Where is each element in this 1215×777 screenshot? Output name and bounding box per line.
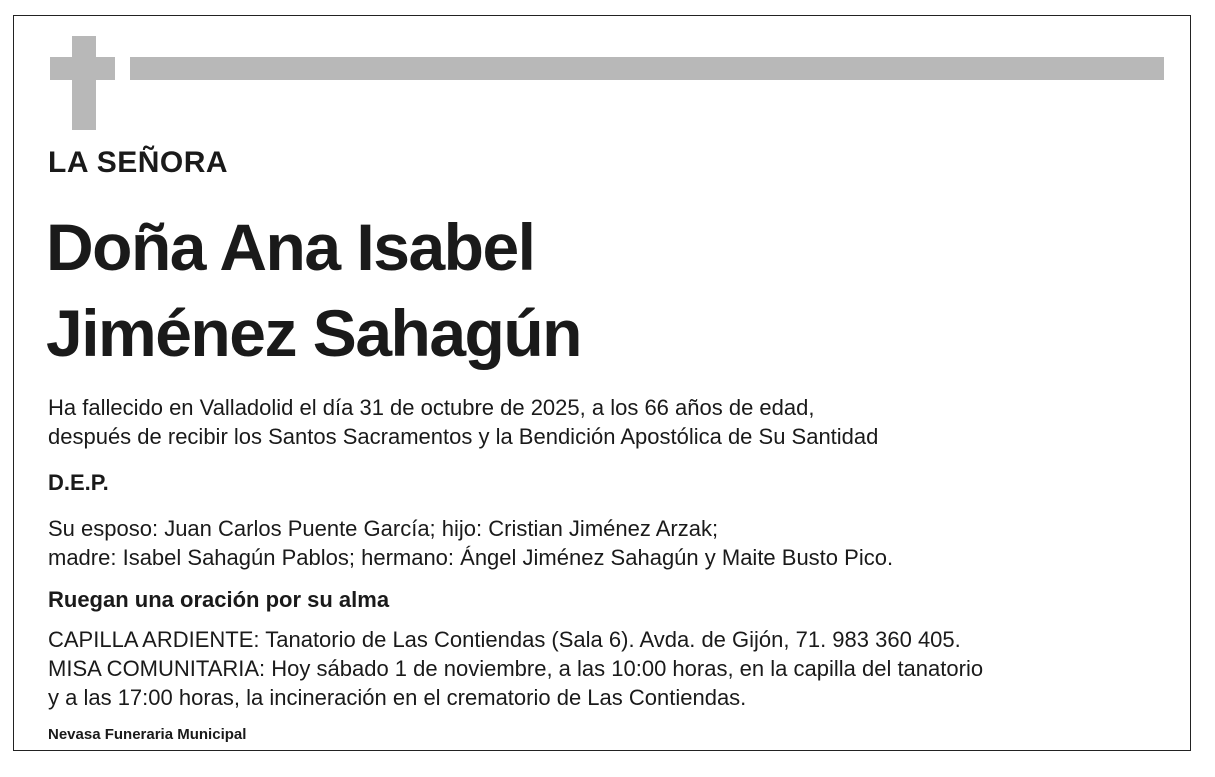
service-line: MISA COMUNITARIA: Hoy sábado 1 de noviembre, a las 10:00 horas, en la capilla del tanatorio — [48, 656, 984, 681]
service-line: CAPILLA ARDIENTE: Tanatorio de Las Contiendas (Sala 6). Avda. de Gijón, 71. 983 360 405. — [48, 627, 961, 652]
family-line: madre: Isabel Sahagún Pablos; hermano: Ángel Jiménez Sahagún y Maite Busto Pico. — [48, 545, 894, 570]
announcement-line: Ha fallecido en Valladolid el día 31 de octubre de 2025, a los 66 años de edad, — [48, 395, 815, 420]
death-announcement — [48, 393, 878, 451]
deceased-name — [46, 204, 581, 376]
family-line: Su esposo: Juan Carlos Puente García; hijo: Cristian Jiménez Arzak; — [48, 516, 719, 541]
funeral-home-name: Nevasa Funeraria Municipal — [48, 726, 247, 743]
service-details — [48, 625, 983, 712]
prayer-request: Ruegan una oración por su alma — [48, 587, 390, 612]
name-line-2: Jiménez Sahagún — [46, 296, 581, 370]
announcement-line: después de recibir los Santos Sacramentos y la Bendición Apostólica de Su Santidad — [48, 424, 879, 449]
service-line: y a las 17:00 horas, la incineración en el crematorio de Las Contiendas. — [48, 685, 747, 710]
name-line-1: Doña Ana Isabel — [46, 210, 535, 284]
dep-label: D.E.P. — [48, 470, 109, 495]
cross-icon-vertical — [72, 36, 96, 130]
honorific: LA SEÑORA — [48, 146, 229, 179]
cross-icon-horizontal — [50, 57, 115, 80]
family-list — [48, 514, 893, 572]
header-bar — [130, 57, 1164, 80]
